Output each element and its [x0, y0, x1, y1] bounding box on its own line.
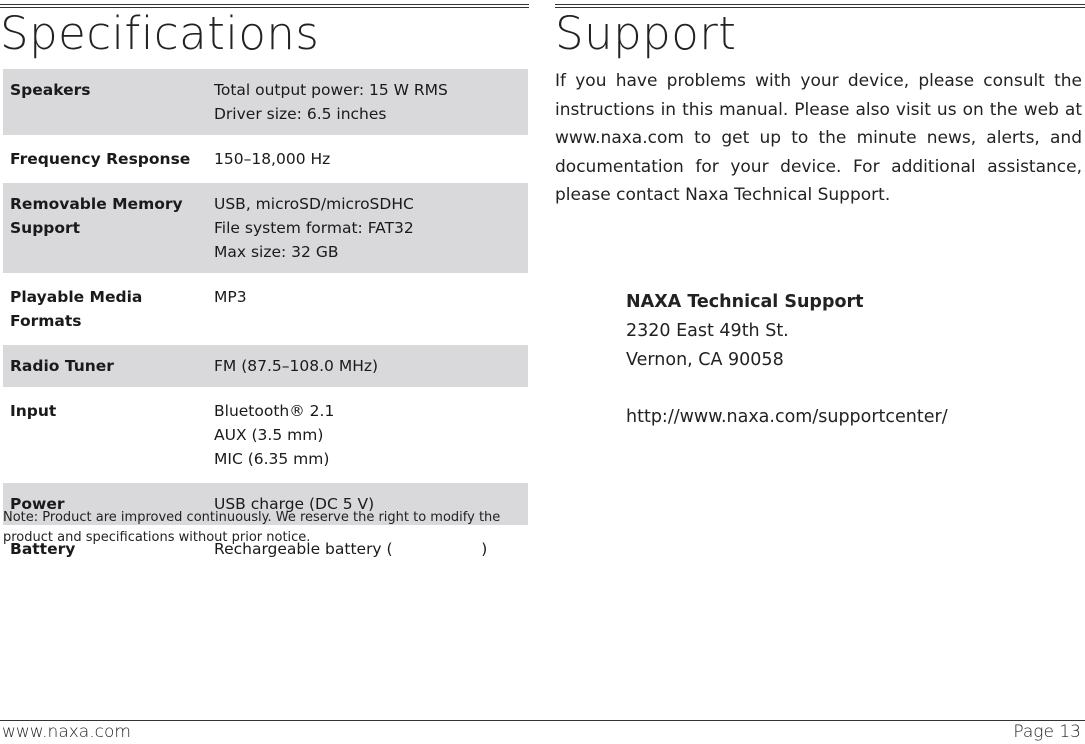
spec-row: [3, 345, 528, 387]
spec-value: MP3: [214, 288, 247, 306]
spec-value: Rechargeable battery ( ): [214, 540, 488, 558]
spec-value-cell: [207, 138, 528, 180]
spec-value: Total output power: 15 W RMS: [214, 81, 448, 99]
spec-row: [3, 183, 528, 273]
contact-address-line-1: 2320 East 49th St.: [626, 321, 789, 341]
spec-value: USB, microSD/microSDHC: [214, 195, 414, 213]
spec-label: Battery: [10, 540, 76, 558]
spec-value-cell: [207, 276, 528, 342]
footer-website: www.naxa.com: [2, 722, 131, 742]
spec-value-cell: [207, 390, 528, 480]
support-url-link[interactable]: http://www.naxa.com/supportcenter/: [626, 407, 948, 427]
spec-label: Removable Memory Support: [3, 183, 207, 273]
support-body: If you have problems with your device, please consult the instructions in this manual. Please also visit us on the web at www.naxa.com to get up to the minute news, alerts, and documentation for your device. For additional assistance, please contact Naxa Technical Support.: [555, 71, 1082, 205]
spec-value: Max size: 32 GB: [214, 243, 339, 261]
spec-row: [3, 138, 528, 180]
spec-value: FM (87.5–108.0 MHz): [214, 357, 379, 375]
spec-label: Playable Media Formats: [10, 288, 143, 330]
spec-label: Input: [10, 402, 57, 420]
contact-address-line-2: Vernon, CA 90058: [626, 350, 784, 370]
spec-value: MIC (6.35 mm): [214, 450, 330, 468]
footer-rule: [0, 720, 1085, 721]
spec-value: File system format: FAT32: [214, 219, 414, 237]
spec-value: Bluetooth® 2.1: [214, 402, 335, 420]
spec-value: 150–18,000 Hz: [214, 150, 331, 168]
support-heading: Support: [555, 7, 737, 60]
spec-label: Frequency Response: [10, 150, 191, 168]
specifications-table: [3, 69, 528, 570]
spec-row: [3, 69, 528, 135]
spec-value-cell: [207, 345, 528, 387]
spec-value: AUX (3.5 mm): [214, 426, 324, 444]
spec-label: Speakers: [3, 69, 207, 135]
contact-title: NAXA Technical Support: [626, 292, 864, 312]
spec-value-cell: [207, 69, 528, 135]
spec-row: [3, 390, 528, 480]
spec-label: Radio Tuner: [3, 345, 207, 387]
spec-label: Power: [3, 483, 207, 525]
support-contact-block: [626, 288, 948, 432]
spec-row: [3, 276, 528, 342]
spec-value: USB charge (DC 5 V): [214, 495, 375, 513]
specifications-heading: Specifications: [0, 7, 320, 60]
spec-value: Driver size: 6.5 inches: [214, 105, 387, 123]
specifications-note: Note: Product are improved continuously. We reserve the right to modify the product and specifications without prior notice.: [3, 510, 501, 545]
footer-page-number: Page 13: [1013, 722, 1081, 742]
spec-value-cell: [207, 183, 528, 273]
